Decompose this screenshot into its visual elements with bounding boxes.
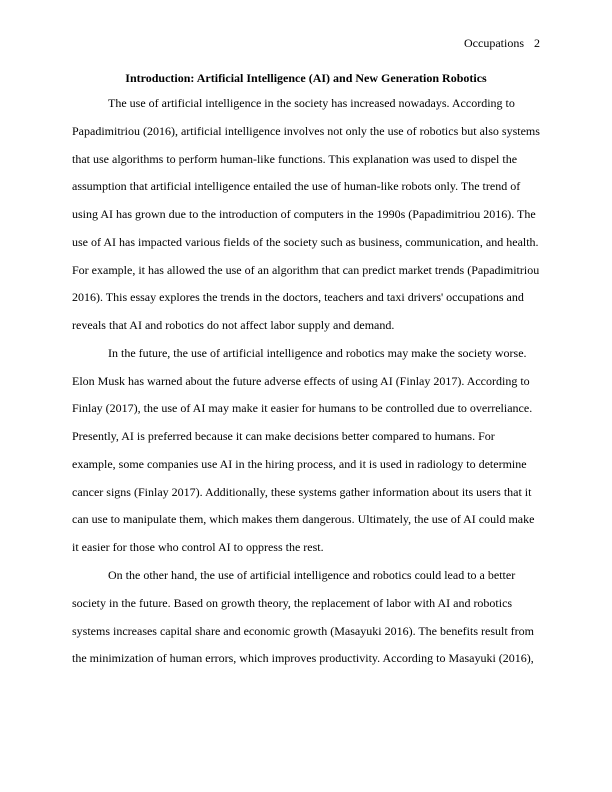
paragraph-line: use of AI has impacted various fields of the society such as business, communication, and health.: [72, 234, 539, 249]
paragraph-line: The use of artificial intelligence in the society has increased nowadays. According to: [108, 96, 515, 110]
paragraph-line: cancer signs (Finlay 2017). Additionally, these systems gather information about its users that it: [72, 484, 532, 499]
page-number: 2: [534, 36, 540, 50]
paragraph-line: reveals that AI and robotics do not affect labor supply and demand.: [72, 318, 395, 333]
paragraph-line: Elon Musk has warned about the future adverse effects of using AI (Finlay 2017). According to: [72, 373, 530, 388]
paragraph-line: Finlay (2017), the use of AI may make it easier for humans to be controlled due to overreliance.: [72, 401, 533, 416]
paragraph-line: Presently, AI is preferred because it can make decisions better compared to humans. For: [72, 429, 495, 444]
paragraph-1: [72, 90, 540, 340]
paragraph-2: [72, 340, 540, 562]
paragraph-line: using AI has grown due to the introduction of computers in the 1990s (Papadimitriou 2016). The: [72, 207, 536, 222]
paragraph-line: Papadimitriou (2016), artificial intelligence involves not only the use of robotics but also systems: [72, 123, 540, 138]
running-head-title: Occupations: [464, 36, 524, 50]
paragraph-line: that use algorithms to perform human-like functions. This explanation was used to dispel the: [72, 151, 518, 166]
paragraph-line: society in the future. Based on growth theory, the replacement of labor with AI and robotics: [72, 595, 513, 610]
paragraph-line: it easier for those who control AI to oppress the rest.: [72, 540, 324, 555]
paragraph-line: 2016). This essay explores the trends in the doctors, teachers and taxi drivers' occupations and: [72, 290, 524, 305]
paragraph-3: [72, 562, 540, 673]
paragraph-line: In the future, the use of artificial intelligence and robotics may make the society worse.: [108, 345, 527, 360]
paragraph-line: can use to manipulate them, which makes them dangerous. Ultimately, the use of AI could make: [72, 512, 535, 527]
essay-title: Introduction: Artificial Intelligence (AI) and New Generation Robotics: [125, 71, 487, 85]
paragraph-line: On the other hand, the use of artificial intelligence and robotics could lead to a better: [108, 568, 516, 583]
paragraph-line: For example, it has allowed the use of an algorithm that can predict market trends (Papadimitriou: [72, 262, 540, 277]
paragraph-line: assumption that artificial intelligence entailed the use of human-like robots only. The trend of: [72, 179, 521, 194]
paragraph-line: systems increases capital share and economic growth (Masayuki 2016). The benefits result from: [72, 623, 534, 638]
body-text: [72, 90, 540, 673]
paragraph-line: the minimization of human errors, which improves productivity. According to Masayuki (2016),: [72, 651, 534, 666]
running-head: [464, 35, 540, 51]
paragraph-line: example, some companies use AI in the hiring process, and it is used in radiology to determine: [72, 456, 527, 471]
